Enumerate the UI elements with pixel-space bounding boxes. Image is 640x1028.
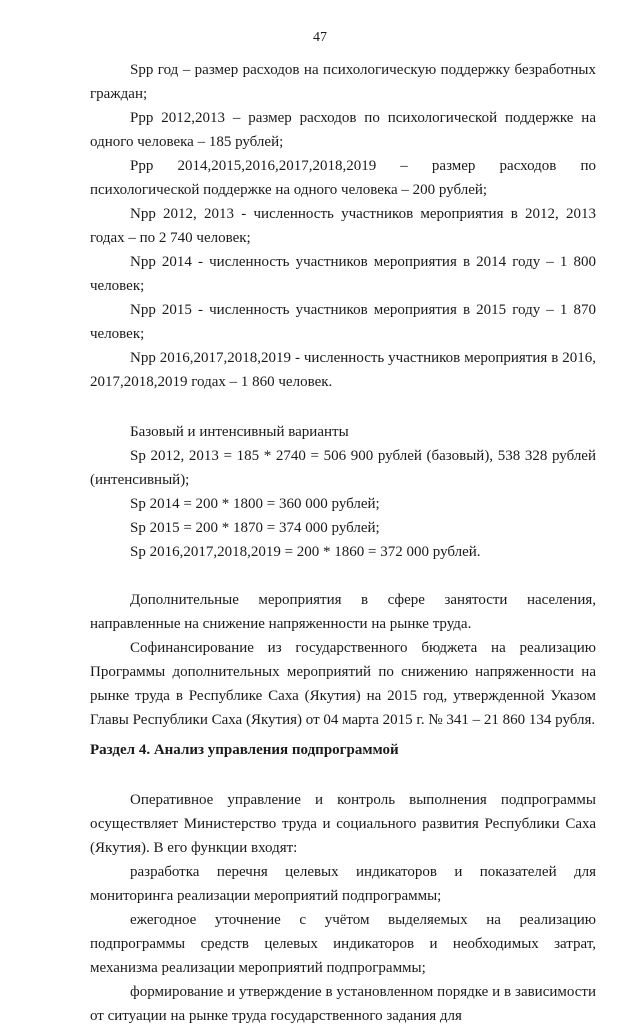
formula-2012-2013: Sp 2012, 2013 = 185 * 2740 = 506 900 рублей (базовый), 538 328 рублей (интенсивный);	[90, 448, 596, 488]
paragraph-spp-definition: Spp год – размер расходов на психологическую поддержку безработных граждан;	[90, 62, 596, 102]
paragraph-indicators: разработка перечня целевых индикаторов и показателей для мониторинга реализации мероприятий подпрограммы;	[90, 864, 596, 904]
formula-2016-2019: Sp 2016,2017,2018,2019 = 200 * 1860 = 372 000 рублей.	[130, 544, 481, 560]
paragraph-npp-2012-2013: Npp 2012, 2013 - численность участников мероприятия в 2012, 2013 годах – по 2 740 человек;	[90, 206, 596, 246]
paragraph-npp-2016-2019: Npp 2016,2017,2018,2019 - численность участников мероприятия в 2016, 2017,2018,2019 годах – 1 860 человек.	[90, 350, 596, 390]
section-heading: Раздел 4. Анализ управления подпрограммой	[90, 742, 399, 758]
paragraph-npp-2015: Npp 2015 - численность участников мероприятия в 2015 году – 1 870 человек;	[90, 302, 596, 342]
variants-title: Базовый и интенсивный варианты	[130, 424, 349, 440]
formula-2014: Sp 2014 = 200 * 1800 = 360 000 рублей;	[130, 496, 380, 512]
paragraph-cofinancing: Софинансирование из государственного бюджета на реализацию Программы дополнительных мероприятий по снижению напряженности на рынке труда в Республике Саха (Якутия) на 2015 год, утвержденной Указом Главы Республики Саха (Якутия) от 04 марта 2015 г. № 341 – 21 860 134 рубля.	[90, 640, 596, 728]
paragraph-ppp-2012-2013: Ppp 2012,2013 – размер расходов по психологической поддержке на одного человека – 185 рублей;	[90, 110, 596, 150]
formula-2015: Sp 2015 = 200 * 1870 = 374 000 рублей;	[130, 520, 380, 536]
paragraph-npp-2014: Npp 2014 - численность участников мероприятия в 2014 году – 1 800 человек;	[90, 254, 596, 294]
paragraph-annual-update: ежегодное уточнение с учётом выделяемых на реализацию подпрограммы средств целевых индикаторов и необходимых затрат, механизма реализации мероприятий подпрограммы;	[90, 912, 596, 976]
page-body	[90, 58, 596, 1028]
paragraph-state-task: формирование и утверждение в установленном порядке и в зависимости от ситуации на рынке труда государственного задания для	[90, 984, 596, 1024]
paragraph-additional-measures: Дополнительные мероприятия в сфере занятости населения, направленные на снижение напряженности на рынке труда.	[90, 592, 596, 632]
paragraph-ppp-2014-2019: Ppp 2014,2015,2016,2017,2018,2019 – размер расходов по психологической поддержке на одного человека – 200 рублей;	[90, 158, 596, 198]
page-number: 47	[313, 30, 327, 45]
paragraph-management: Оперативное управление и контроль выполнения подпрограммы осуществляет Министерство труда и социального развития Республики Саха (Якутия). В его функции входят:	[90, 792, 596, 856]
